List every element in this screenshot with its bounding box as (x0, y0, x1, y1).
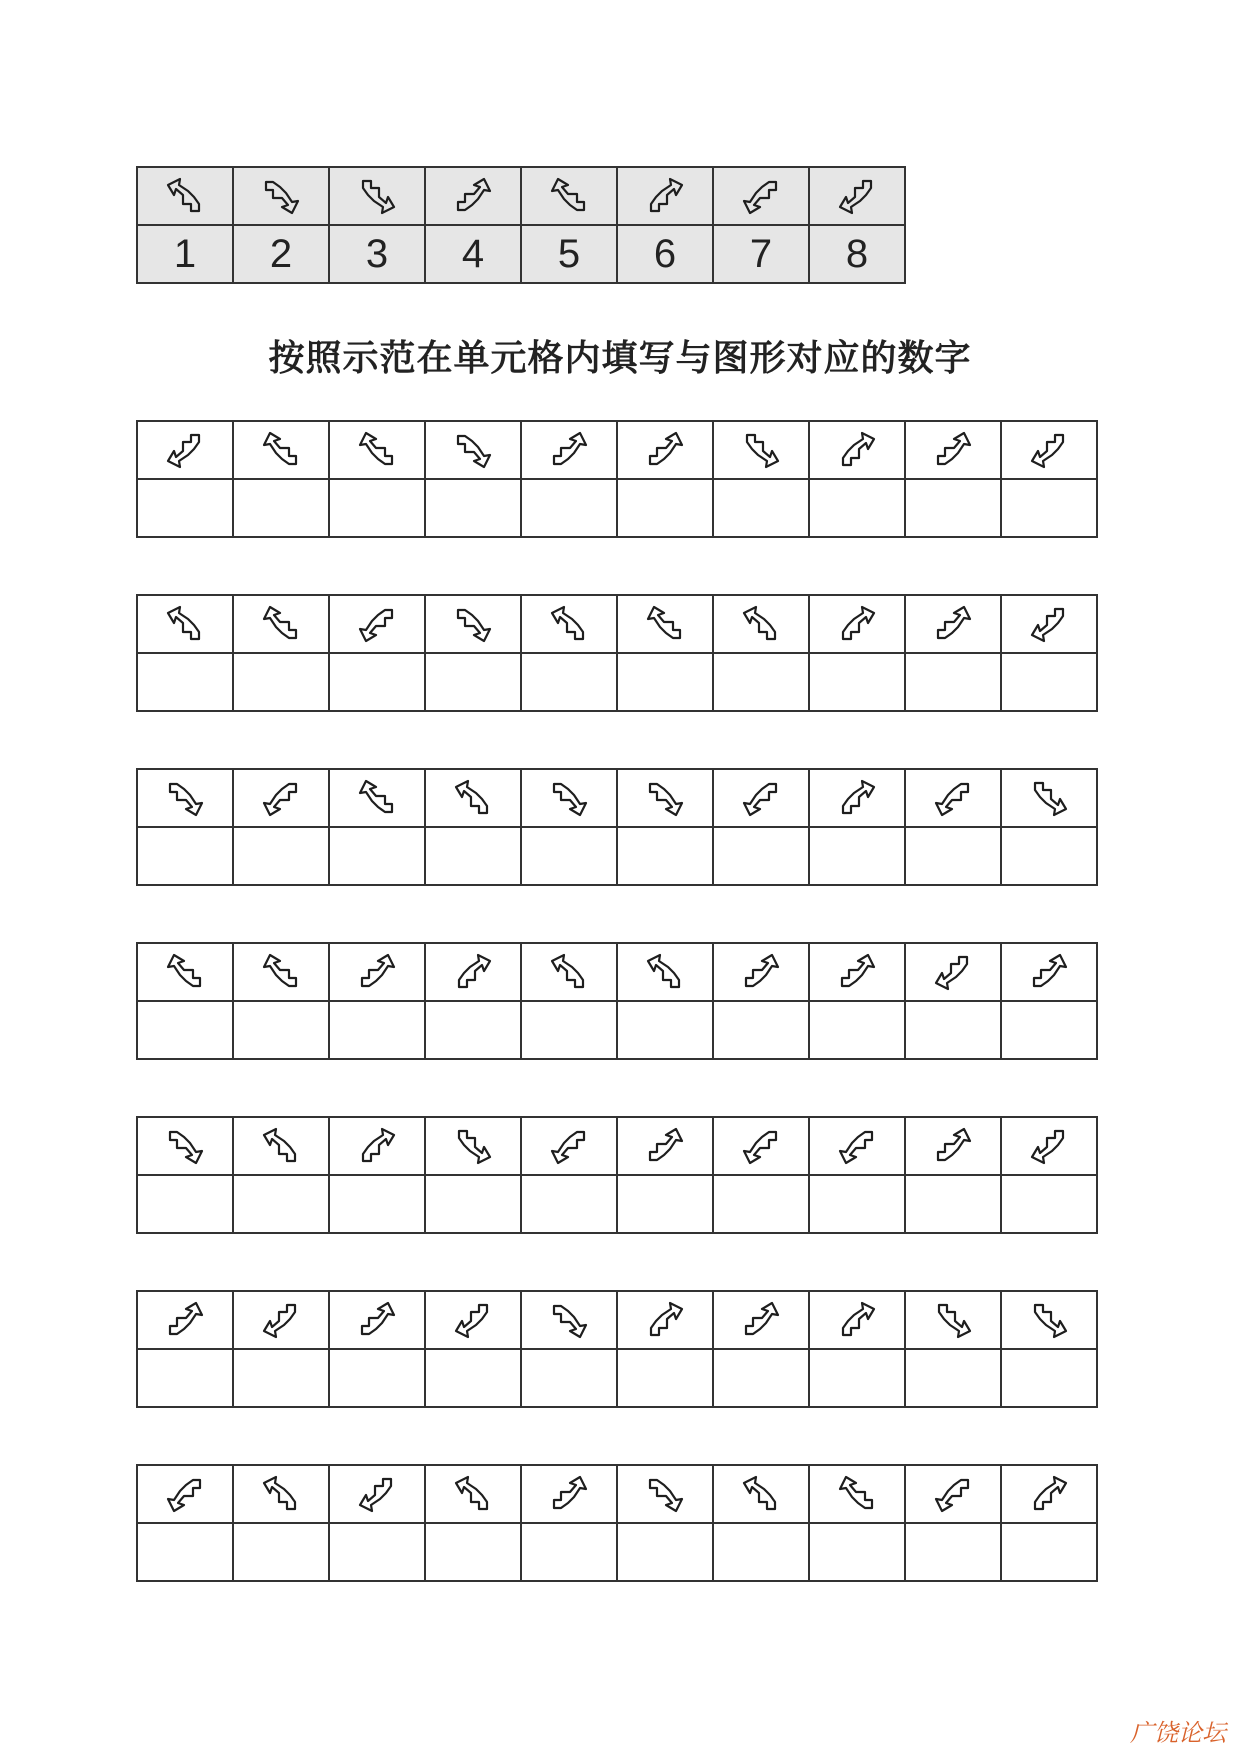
answer-cell[interactable] (137, 1175, 233, 1233)
answer-cell[interactable] (905, 653, 1001, 711)
answer-cell[interactable] (425, 653, 521, 711)
arrow-shape-6-icon (640, 171, 690, 221)
exercise-shape-cell (1001, 1465, 1097, 1523)
key-number-cell: 4 (425, 225, 521, 283)
answer-cell[interactable] (425, 479, 521, 537)
answer-cell[interactable] (521, 653, 617, 711)
arrow-shape-7-icon (832, 1121, 882, 1171)
exercise-shape-cell (233, 769, 329, 827)
exercise-shape-cell (713, 1291, 809, 1349)
watermark-logo: 广饶论坛 (1130, 1719, 1226, 1747)
answer-cell[interactable] (713, 1001, 809, 1059)
answer-cell[interactable] (521, 1175, 617, 1233)
exercise-shape-cell (521, 769, 617, 827)
arrow-shape-4-icon (544, 1469, 594, 1519)
exercise-shape-cell (425, 769, 521, 827)
exercise-shape-cell (713, 1117, 809, 1175)
answer-cell[interactable] (137, 479, 233, 537)
exercise-shape-cell (713, 421, 809, 479)
exercise-shape-cell (137, 1117, 233, 1175)
arrow-shape-8-icon (448, 1295, 498, 1345)
exercise-shape-cell (809, 943, 905, 1001)
arrow-shape-8-icon (256, 1295, 306, 1345)
answer-cell[interactable] (809, 1175, 905, 1233)
exercise-shape-cell (809, 769, 905, 827)
arrow-shape-8-icon (1024, 1121, 1074, 1171)
exercise-shape-cell (521, 943, 617, 1001)
answer-cell[interactable] (713, 479, 809, 537)
answer-cell[interactable] (617, 1175, 713, 1233)
exercise-shape-row (137, 1465, 1097, 1523)
answer-cell[interactable] (233, 653, 329, 711)
answer-cell[interactable] (329, 1523, 425, 1581)
exercise-shape-cell (329, 1117, 425, 1175)
exercise-answer-row (137, 1001, 1097, 1059)
answer-cell[interactable] (137, 653, 233, 711)
arrow-shape-5-icon (256, 599, 306, 649)
exercise-shape-cell (905, 1291, 1001, 1349)
exercise-shape-cell (713, 595, 809, 653)
exercise-shape-cell (137, 1291, 233, 1349)
exercise-shape-cell (233, 943, 329, 1001)
arrow-shape-1-icon (544, 599, 594, 649)
exercise-shape-cell (329, 769, 425, 827)
exercise-grid-7 (136, 1464, 1098, 1582)
arrow-shape-4-icon (1024, 947, 1074, 997)
key-number-cell: 5 (521, 225, 617, 283)
exercise-shape-cell (137, 595, 233, 653)
exercise-shape-cell (1001, 595, 1097, 653)
answer-cell[interactable] (905, 479, 1001, 537)
arrow-shape-8-icon (160, 425, 210, 475)
arrow-shape-3-icon (736, 425, 786, 475)
exercise-shape-row (137, 421, 1097, 479)
answer-cell[interactable] (809, 1523, 905, 1581)
answer-cell[interactable] (905, 827, 1001, 885)
exercise-shape-cell (233, 1291, 329, 1349)
arrow-shape-7-icon (736, 171, 786, 221)
exercise-shape-cell (521, 595, 617, 653)
answer-cell[interactable] (233, 827, 329, 885)
arrow-shape-2-icon (544, 1295, 594, 1345)
arrow-shape-6-icon (352, 1121, 402, 1171)
answer-cell[interactable] (329, 479, 425, 537)
answer-cell[interactable] (1001, 653, 1097, 711)
answer-cell[interactable] (521, 1523, 617, 1581)
answer-cell[interactable] (713, 1523, 809, 1581)
exercise-grid-2 (136, 594, 1098, 712)
answer-cell[interactable] (713, 827, 809, 885)
answer-cell[interactable] (233, 1001, 329, 1059)
arrow-shape-8-icon (1024, 599, 1074, 649)
arrow-shape-5-icon (256, 947, 306, 997)
exercise-shape-cell (1001, 1291, 1097, 1349)
answer-cell[interactable] (905, 1523, 1001, 1581)
arrow-shape-4-icon (352, 947, 402, 997)
answer-cell[interactable] (425, 1349, 521, 1407)
exercise-shape-cell (233, 595, 329, 653)
answer-cell[interactable] (137, 1001, 233, 1059)
answer-cell[interactable] (617, 827, 713, 885)
exercise-shape-cell (905, 943, 1001, 1001)
key-number-cell: 2 (233, 225, 329, 283)
answer-cell[interactable] (809, 479, 905, 537)
exercise-shape-row (137, 943, 1097, 1001)
answer-cell[interactable] (1001, 1001, 1097, 1059)
answer-cell[interactable] (905, 1175, 1001, 1233)
arrow-shape-4-icon (448, 171, 498, 221)
exercise-shape-cell (521, 1465, 617, 1523)
answer-cell[interactable] (617, 1349, 713, 1407)
key-icon-row (137, 167, 905, 225)
arrow-shape-6-icon (832, 425, 882, 475)
exercise-shape-cell (521, 1291, 617, 1349)
key-shape-cell (713, 167, 809, 225)
arrow-shape-7-icon (352, 599, 402, 649)
arrow-shape-2-icon (256, 171, 306, 221)
exercise-shape-cell (617, 595, 713, 653)
exercise-shape-cell (809, 421, 905, 479)
key-number-cell: 7 (713, 225, 809, 283)
key-shape-cell (809, 167, 905, 225)
arrow-shape-4-icon (352, 1295, 402, 1345)
answer-cell[interactable] (1001, 1349, 1097, 1407)
arrow-shape-5-icon (352, 425, 402, 475)
arrow-shape-6-icon (832, 599, 882, 649)
exercise-answer-row (137, 653, 1097, 711)
arrow-shape-3-icon (448, 1121, 498, 1171)
key-number-cell: 6 (617, 225, 713, 283)
arrow-shape-4-icon (832, 947, 882, 997)
answer-cell[interactable] (1001, 827, 1097, 885)
exercise-answer-row (137, 827, 1097, 885)
answer-cell[interactable] (233, 1349, 329, 1407)
arrow-shape-7-icon (736, 773, 786, 823)
answer-cell[interactable] (329, 1175, 425, 1233)
arrow-shape-7-icon (928, 1469, 978, 1519)
key-shape-cell (233, 167, 329, 225)
exercise-shape-cell (809, 1291, 905, 1349)
arrow-shape-4-icon (928, 425, 978, 475)
exercise-grid-5 (136, 1116, 1098, 1234)
exercise-shape-cell (137, 1465, 233, 1523)
answer-cell[interactable] (233, 479, 329, 537)
exercise-shape-cell (905, 769, 1001, 827)
arrow-shape-7-icon (736, 1121, 786, 1171)
arrow-shape-4-icon (736, 1295, 786, 1345)
exercise-shape-cell (617, 1291, 713, 1349)
answer-cell[interactable] (1001, 479, 1097, 537)
arrow-shape-7-icon (160, 1469, 210, 1519)
arrow-shape-6-icon (832, 773, 882, 823)
answer-cell[interactable] (1001, 1523, 1097, 1581)
exercise-shape-cell (329, 1465, 425, 1523)
arrow-shape-4-icon (928, 599, 978, 649)
arrow-shape-5-icon (160, 947, 210, 997)
arrow-shape-1-icon (544, 947, 594, 997)
exercise-shape-cell (137, 943, 233, 1001)
arrow-shape-4-icon (736, 947, 786, 997)
answer-cell[interactable] (329, 1001, 425, 1059)
arrow-shape-4-icon (928, 1121, 978, 1171)
arrow-shape-1-icon (736, 1469, 786, 1519)
key-number-cell: 8 (809, 225, 905, 283)
exercise-answer-row (137, 479, 1097, 537)
exercise-shape-cell (617, 769, 713, 827)
arrow-shape-1-icon (448, 773, 498, 823)
exercise-shape-cell (425, 595, 521, 653)
exercise-shape-cell (233, 1117, 329, 1175)
arrow-shape-8-icon (1024, 425, 1074, 475)
exercise-shape-cell (329, 595, 425, 653)
key-table (136, 166, 906, 284)
exercise-shape-cell (905, 1465, 1001, 1523)
exercise-shape-row (137, 1291, 1097, 1349)
exercise-shape-cell (233, 421, 329, 479)
instruction-title: 按照示范在单元格内填写与图形对应的数字 (268, 338, 972, 379)
exercise-shape-cell (809, 1465, 905, 1523)
exercise-shape-cell (905, 1117, 1001, 1175)
arrow-shape-7-icon (544, 1121, 594, 1171)
arrow-shape-2-icon (448, 599, 498, 649)
arrow-shape-5-icon (640, 599, 690, 649)
exercise-shape-cell (233, 1465, 329, 1523)
arrow-shape-5-icon (256, 425, 306, 475)
exercise-shape-row (137, 595, 1097, 653)
arrow-shape-1-icon (256, 1121, 306, 1171)
arrow-shape-1-icon (160, 171, 210, 221)
answer-cell[interactable] (521, 1349, 617, 1407)
answer-cell[interactable] (713, 1175, 809, 1233)
arrow-shape-6-icon (640, 1295, 690, 1345)
arrow-shape-2-icon (640, 1469, 690, 1519)
arrow-shape-2-icon (640, 773, 690, 823)
arrow-shape-7-icon (256, 773, 306, 823)
arrow-shape-4-icon (640, 425, 690, 475)
exercise-shape-cell (617, 943, 713, 1001)
answer-cell[interactable] (137, 1349, 233, 1407)
answer-cell[interactable] (809, 1349, 905, 1407)
answer-cell[interactable] (1001, 1175, 1097, 1233)
exercise-shape-cell (713, 769, 809, 827)
exercise-shape-cell (425, 943, 521, 1001)
arrow-shape-6-icon (832, 1295, 882, 1345)
answer-cell[interactable] (617, 479, 713, 537)
exercise-shape-row (137, 1117, 1097, 1175)
exercise-shape-cell (1001, 1117, 1097, 1175)
answer-cell[interactable] (329, 827, 425, 885)
exercise-shape-cell (329, 421, 425, 479)
arrow-shape-5-icon (544, 171, 594, 221)
exercise-answer-row (137, 1349, 1097, 1407)
arrow-shape-1-icon (160, 599, 210, 649)
exercise-grid-6 (136, 1290, 1098, 1408)
arrow-shape-2-icon (160, 773, 210, 823)
exercise-shape-cell (713, 943, 809, 1001)
arrow-shape-3-icon (1024, 773, 1074, 823)
answer-cell[interactable] (329, 653, 425, 711)
answer-cell[interactable] (425, 1175, 521, 1233)
answer-cell[interactable] (233, 1523, 329, 1581)
exercise-shape-cell (425, 1117, 521, 1175)
answer-cell[interactable] (713, 653, 809, 711)
key-number-cell: 1 (137, 225, 233, 283)
exercise-shape-cell (329, 943, 425, 1001)
answer-cell[interactable] (617, 1523, 713, 1581)
arrow-shape-5-icon (832, 1469, 882, 1519)
arrow-shape-2-icon (448, 425, 498, 475)
arrow-shape-7-icon (928, 773, 978, 823)
exercise-grid-3 (136, 768, 1098, 886)
exercise-shape-cell (1001, 769, 1097, 827)
exercise-shape-cell (1001, 943, 1097, 1001)
arrow-shape-3-icon (928, 1295, 978, 1345)
exercise-answer-row (137, 1175, 1097, 1233)
answer-cell[interactable] (809, 1001, 905, 1059)
answer-cell[interactable] (329, 1349, 425, 1407)
answer-cell[interactable] (425, 1523, 521, 1581)
arrow-shape-3-icon (1024, 1295, 1074, 1345)
key-number-cell: 3 (329, 225, 425, 283)
answer-cell[interactable] (233, 1175, 329, 1233)
arrow-shape-6-icon (448, 947, 498, 997)
key-shape-cell (137, 167, 233, 225)
arrow-shape-8-icon (928, 947, 978, 997)
exercise-shape-cell (425, 1465, 521, 1523)
exercise-shape-cell (617, 1465, 713, 1523)
answer-cell[interactable] (809, 827, 905, 885)
exercise-shape-cell (713, 1465, 809, 1523)
exercise-shape-cell (905, 421, 1001, 479)
exercise-shape-cell (521, 1117, 617, 1175)
answer-cell[interactable] (425, 1001, 521, 1059)
answer-cell[interactable] (617, 1001, 713, 1059)
answer-cell[interactable] (809, 653, 905, 711)
answer-cell[interactable] (521, 827, 617, 885)
exercise-shape-cell (905, 595, 1001, 653)
key-shape-cell (329, 167, 425, 225)
exercise-shape-cell (617, 1117, 713, 1175)
exercise-grid-4 (136, 942, 1098, 1060)
key-number-row (137, 225, 905, 283)
exercise-shape-cell (617, 421, 713, 479)
arrow-shape-2-icon (544, 773, 594, 823)
answer-cell[interactable] (425, 827, 521, 885)
key-shape-cell (425, 167, 521, 225)
arrow-shape-6-icon (1024, 1469, 1074, 1519)
arrow-shape-4-icon (640, 1121, 690, 1171)
arrow-shape-5-icon (352, 773, 402, 823)
exercise-shape-cell (1001, 421, 1097, 479)
exercise-shape-cell (809, 595, 905, 653)
exercise-shape-cell (809, 1117, 905, 1175)
exercise-answer-row (137, 1523, 1097, 1581)
key-shape-cell (521, 167, 617, 225)
exercise-shape-cell (425, 1291, 521, 1349)
answer-cell[interactable] (137, 827, 233, 885)
key-shape-cell (617, 167, 713, 225)
exercise-shape-cell (137, 769, 233, 827)
answer-cell[interactable] (617, 653, 713, 711)
arrow-shape-8-icon (352, 1469, 402, 1519)
arrow-shape-3-icon (352, 171, 402, 221)
exercise-shape-cell (137, 421, 233, 479)
exercise-grid-1 (136, 420, 1098, 538)
arrow-shape-1-icon (448, 1469, 498, 1519)
answer-cell[interactable] (521, 1001, 617, 1059)
arrow-shape-2-icon (160, 1121, 210, 1171)
answer-cell[interactable] (713, 1349, 809, 1407)
arrow-shape-4-icon (160, 1295, 210, 1345)
arrow-shape-1-icon (736, 599, 786, 649)
answer-cell[interactable] (905, 1349, 1001, 1407)
exercise-shape-row (137, 769, 1097, 827)
answer-cell[interactable] (521, 479, 617, 537)
arrow-shape-1-icon (640, 947, 690, 997)
arrow-shape-4-icon (544, 425, 594, 475)
arrow-shape-1-icon (256, 1469, 306, 1519)
exercise-shape-cell (425, 421, 521, 479)
arrow-shape-8-icon (832, 171, 882, 221)
answer-cell[interactable] (137, 1523, 233, 1581)
exercise-shape-cell (329, 1291, 425, 1349)
answer-cell[interactable] (905, 1001, 1001, 1059)
exercise-shape-cell (521, 421, 617, 479)
